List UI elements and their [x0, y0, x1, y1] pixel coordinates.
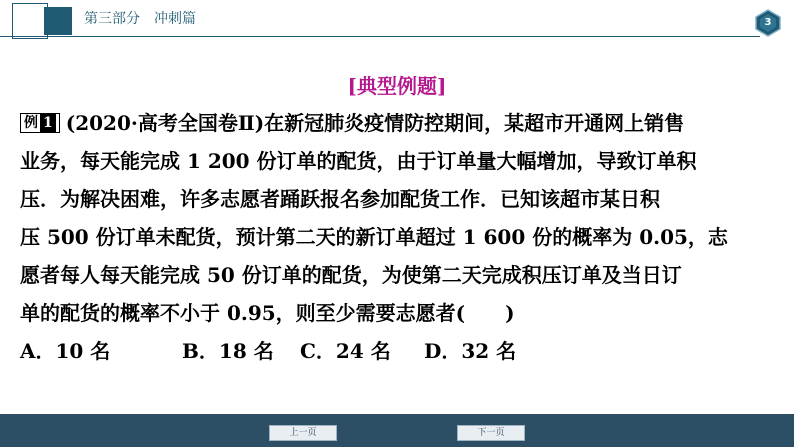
- question-text-line: 压．为解决困难，许多志愿者踊跃报名参加配货工作．已知该超市某日积: [20, 187, 660, 211]
- next-page-button[interactable]: 下一页: [457, 425, 525, 441]
- question-text-line: 单的配货的概率不小于 0.95，则至少需要志愿者( ): [20, 301, 515, 325]
- section-title: 第三部分 冲刺篇: [84, 11, 196, 27]
- page-number-badge: [754, 9, 782, 37]
- question-text-line: 压 500 份订单未配货，预计第二天的新订单超过 1 600 份的概率为 0.05，志: [20, 225, 728, 249]
- option-c: C．24 名: [300, 339, 391, 363]
- footer-bar: [0, 414, 794, 447]
- header-decoration-box: [44, 7, 72, 35]
- prev-page-button[interactable]: 上一页: [269, 425, 337, 441]
- example-badge: [20, 113, 60, 133]
- example-badge-number: 1: [40, 114, 56, 132]
- header-decoration-outline: [12, 3, 48, 39]
- example-badge-prefix: 例: [24, 114, 38, 131]
- option-b: B．18 名: [182, 339, 274, 363]
- header-divider: [0, 36, 760, 37]
- option-a: A．10 名: [20, 339, 111, 363]
- option-d: D．32 名: [424, 339, 517, 363]
- options-row: [20, 332, 780, 370]
- question-text-line: 愿者每人每天能完成 50 份订单的配货，为使第二天完成积压订单及当日订: [20, 263, 682, 287]
- question-text-line: 业务，每天能完成 1 200 份订单的配货，由于订单量大幅增加，导致订单积: [20, 149, 697, 173]
- question-text-line: (2020·高考全国卷Ⅱ)在新冠肺炎疫情防控期间，某超市开通网上销售: [65, 111, 685, 135]
- question-line: [20, 104, 780, 142]
- page-number: 3: [764, 17, 772, 28]
- section-heading: [典型例题]: [347, 74, 447, 98]
- question-block: [20, 104, 780, 370]
